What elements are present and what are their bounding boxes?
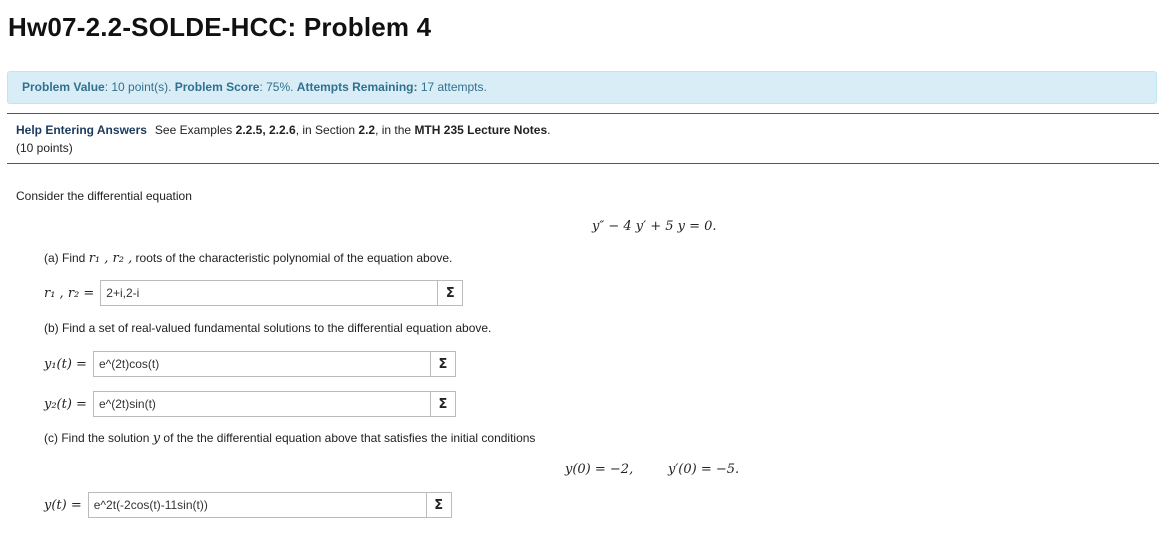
differential-equation: y″ − 4 y′ + 5 y = 0.	[592, 219, 717, 234]
attempts-remaining-text: 17 attempts.	[417, 80, 487, 94]
help-in-the-text: , in the	[375, 123, 415, 137]
help-lecture-notes: MTH 235 Lecture Notes	[414, 123, 548, 137]
problem-info-banner	[7, 71, 1157, 104]
part-a-prompt-math: r₁ , r₂ ,	[88, 251, 133, 266]
y2-input[interactable]	[93, 391, 431, 417]
initial-condition-yprime: y′(0) = −5.	[668, 462, 740, 477]
part-b-prompt: (b) Find a set of real-valued fundamental solutions to the differential equation above.	[44, 321, 492, 335]
part-a-prompt-pre: (a) Find	[44, 251, 89, 265]
initial-condition-y: y(0) = −2,	[565, 462, 634, 477]
problem-score-text: : 75%.	[259, 80, 297, 94]
solution-equation-editor-button[interactable]: Σ	[427, 492, 452, 518]
help-section	[16, 121, 550, 157]
solution-label: y(t) =	[44, 497, 82, 513]
problem-intro: Consider the differential equation	[16, 189, 192, 203]
part-a-answer-row	[44, 280, 463, 306]
part-c-prompt-post: of the the differential equation above that satisfies the initial conditions	[160, 431, 536, 445]
problem-value-text: : 10 point(s).	[104, 80, 175, 94]
help-see-text: See Examples	[154, 123, 236, 137]
y2-equation-editor-button[interactable]: Σ	[431, 391, 456, 417]
part-c-prompt-pre: (c) Find the solution	[44, 431, 153, 445]
part-c-prompt-math: y	[152, 431, 161, 446]
help-examples: 2.2.5, 2.2.6	[235, 123, 296, 137]
roots-label: r₁ , r₂ =	[44, 285, 95, 301]
part-a-prompt	[44, 251, 452, 266]
roots-input[interactable]	[100, 280, 438, 306]
y1-label: y₁(t) =	[44, 356, 87, 372]
problem-value-label: Problem Value	[22, 80, 105, 94]
page-title: Hw07-2.2-SOLDE-HCC: Problem 4	[8, 12, 432, 42]
solution-input[interactable]	[88, 492, 427, 518]
y2-label: y₂(t) =	[44, 396, 87, 412]
part-b-y2-row	[44, 391, 456, 417]
problem-score-label: Problem Score	[174, 80, 260, 94]
help-entering-answers-link[interactable]: Help Entering Answers	[16, 123, 147, 137]
part-b-y1-row	[44, 351, 456, 377]
help-period: .	[547, 123, 551, 137]
part-a-prompt-post: roots of the characteristic polynomial of the equation above.	[132, 251, 453, 265]
bottom-divider	[7, 163, 1159, 164]
help-in-section-text: , in Section	[295, 123, 359, 137]
y1-input[interactable]	[93, 351, 431, 377]
part-c-prompt	[44, 431, 535, 446]
roots-equation-editor-button[interactable]: Σ	[438, 280, 463, 306]
help-section-number: 2.2	[358, 123, 376, 137]
attempts-remaining-label: Attempts Remaining:	[296, 80, 418, 94]
y1-equation-editor-button[interactable]: Σ	[431, 351, 456, 377]
part-c-answer-row	[44, 492, 452, 518]
top-divider	[7, 113, 1159, 114]
problem-points: (10 points)	[16, 141, 73, 155]
